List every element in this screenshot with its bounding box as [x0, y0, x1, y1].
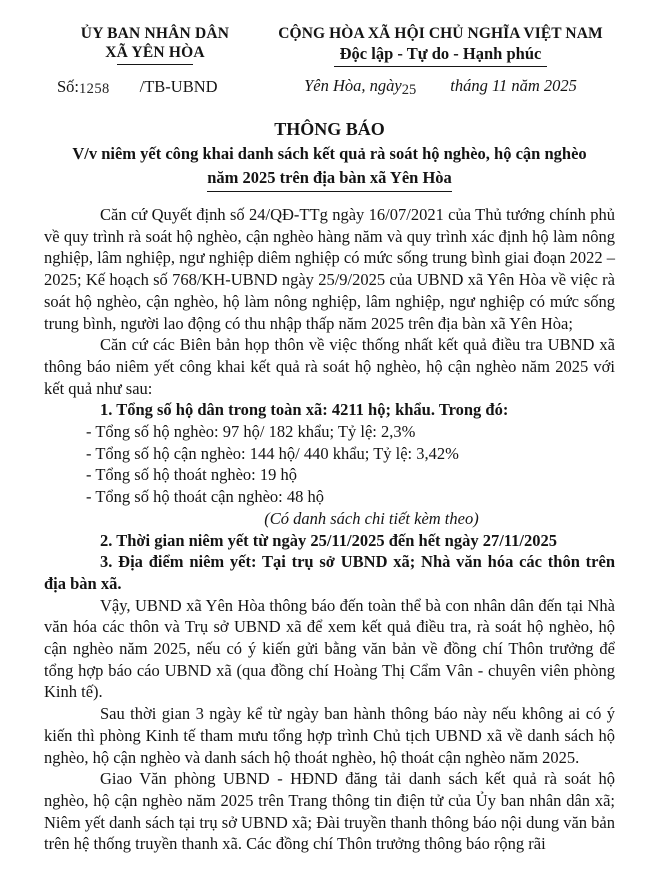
document-number-line: [44, 77, 266, 97]
org-underline-rule: [117, 64, 193, 65]
item-posting-location: 3. Địa điểm niêm yết: Tại trụ sở UBND xã; Nhà văn hóa các thôn trên địa bàn xã.: [44, 552, 615, 593]
national-title: CỘNG HÒA XÃ HỘI CHỦ NGHĨA VIỆT NAM: [278, 25, 603, 42]
motto-text: Độc lập - Tự do - Hạnh phúc: [334, 44, 548, 67]
doc-subtitle-line2: năm 2025 trên địa bàn xã Yên Hòa: [207, 166, 452, 192]
date-day-value: 25: [401, 82, 417, 98]
item-total-households: 1. Tổng số hộ dân trong toàn xã: 4211 hộ; khẩu. Trong đó:: [100, 400, 509, 420]
paragraph-after-3-days: Sau thời gian 3 ngày kể từ ngày ban hành thông báo này nếu không ai có ý kiến thì phòng Kinh tế tham mưu tổng hợp trình Chủ tịch UBND xã về danh sách hộ nghèo, hộ cận nghèo và danh sách hộ thoát nghèo, hộ thoát cận nghèo năm 2025.: [44, 704, 615, 767]
issuing-org-name: XÃ YÊN HÒA: [105, 44, 205, 61]
attachment-note: (Có danh sách chi tiết kèm theo): [264, 508, 479, 528]
issuing-org-parent: ỦY BAN NHÂN DÂN: [80, 25, 230, 42]
national-motto-block: [266, 24, 615, 96]
paragraph-can-cu-2: Căn cứ các Biên bản họp thôn về việc thống nhất kết quả điều tra UBND xã thông báo niêm yết công khai kết quả rà soát hộ nghèo, hộ cận nghèo năm 2025 với kết quả như sau:: [44, 335, 615, 398]
doc-subtitle-line2-row: [44, 166, 615, 192]
bullet-near-poor-households: - Tổng số hộ cận nghèo: 144 hộ/ 440 khẩu; Tỷ lệ: 3,42%: [86, 443, 459, 463]
paragraph-can-cu-1: Căn cứ Quyết định số 24/QĐ-TTg ngày 16/07/2021 của Thủ tướng chính phủ về quy trình rà soát hộ nghèo, cận nghèo hàng năm và quy trình xác định hộ làm nông nghiệp, lâm nghiệp, ngư nghiệp diêm nghiệp có mức sống trung bình giai đoạn 2022 – 2025; Kế hoạch số 768/KH-UBND ngày 25/9/2025 của UBND xã Yên Hòa về việc rà soát hộ nghèo, cận nghèo, hộ làm nông nghiệp, lâm nghiệp, ngư nghiệp có mức sống trung bình, người lao động có thu nhập thấp năm 2025 trên địa bàn xã Yên Hòa;: [44, 205, 616, 333]
bullet-escaped-poor-households: - Tổng số hộ thoát nghèo: 19 hộ: [86, 465, 297, 485]
bullet-escaped-near-poor-households: - Tổng số hộ thoát cận nghèo: 48 hộ: [86, 487, 324, 507]
place-date-line: [266, 76, 615, 96]
motto-line: [266, 44, 615, 67]
doc-number-value: 1258: [79, 81, 110, 97]
doc-title: THÔNG BÁO: [274, 119, 385, 139]
place-date-prefix: Yên Hòa, ngày: [304, 76, 402, 95]
doc-subtitle-line1: V/v niêm yết công khai danh sách kết quả rà soát hộ nghèo, hộ cận nghèo: [72, 144, 587, 163]
item-posting-time: 2. Thời gian niêm yết từ ngày 25/11/2025 đến hết ngày 27/11/2025: [100, 530, 557, 550]
document-header: [44, 24, 615, 97]
doc-number-suffix: /TB-UBND: [139, 77, 218, 96]
paragraph-assignment: Giao Văn phòng UBND - HĐND đăng tải danh sách kết quả rà soát hộ nghèo, hộ cận nghèo năm 2025 trên Trang thông tin điện tử của Ủy ban nhân dân xã; Niêm yết danh sách tại trụ sở UBND xã; Đài truyền thanh thông báo nội dung văn bản trên hệ thống truyền thanh xã. Các đồng chí Thôn trưởng thông báo rộng rãi: [44, 769, 615, 854]
bullet-poor-households: - Tổng số hộ nghèo: 97 hộ/ 182 khẩu; Tỷ lệ: 2,3%: [86, 422, 416, 442]
document-body: [44, 204, 615, 855]
issuing-org-block: [44, 24, 266, 97]
paragraph-announcement: Vậy, UBND xã Yên Hòa thông báo đến toàn thể bà con nhân dân đến tại Nhà văn hóa các thôn và Trụ sở UBND xã để xem kết quả điều tra, rà soát hộ nghèo, hộ cận nghèo năm 2025, nếu có ý kiến gửi bằng văn bản về đồng chí Thôn trưởng để tổng hợp báo cáo UBND xã (qua đồng chí Hoàng Thị Cẩm Vân - chuyên viên phòng Kinh tế).: [44, 595, 615, 702]
document-title-block: [44, 118, 615, 192]
date-rest: tháng 11 năm 2025: [450, 76, 577, 95]
doc-number-label: Số:: [57, 77, 80, 96]
